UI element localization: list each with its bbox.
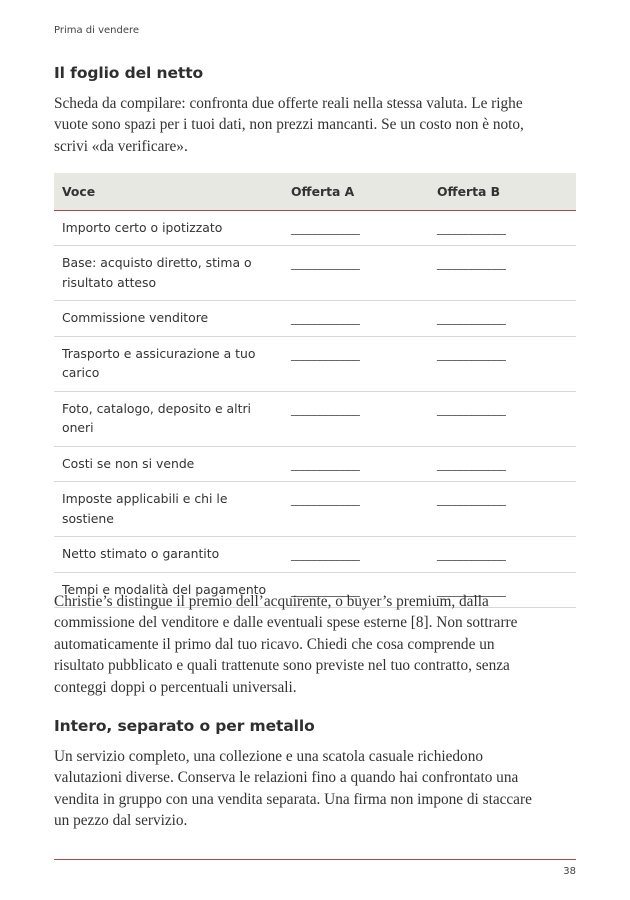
running-head: Prima di vendere (54, 25, 140, 36)
intro-line: scrivi «da verificare». (54, 137, 188, 155)
offer-a-blank: ____________ (283, 572, 429, 608)
page-number: 38 (563, 866, 576, 877)
table-row (54, 391, 576, 446)
offer-a-blank: ____________ (283, 537, 429, 573)
net-sheet-table (54, 173, 576, 608)
row-label: Trasporto e assicurazione a tuo carico (54, 336, 283, 391)
body-line: Un servizio completo, una collezione e una scatola casuale richiedono (54, 748, 483, 765)
row-label: Base: acquisto diretto, stima o risultato atteso (54, 246, 283, 301)
document-page (54, 0, 576, 900)
table-row (54, 446, 576, 482)
row-label: Costi se non si vende (54, 446, 283, 482)
offer-a-blank: ____________ (283, 210, 429, 246)
row-label: Tempi e modalità del pagamento (54, 572, 283, 608)
note-line: risultato pubblicato e quali trattenute sono previste nel tuo contratto, senza (54, 657, 510, 675)
table-row (54, 537, 576, 573)
offer-b-blank: ____________ (429, 482, 576, 537)
offer-b-blank: ____________ (429, 336, 576, 391)
section-title-net-sheet: Il foglio del netto (54, 64, 204, 82)
intro-paragraph (54, 93, 576, 157)
note-line: conteggi doppi o percentuali universali. (54, 678, 297, 696)
table-header-row (54, 173, 576, 210)
table-row (54, 336, 576, 391)
body-line: un pezzo dal servizio. (54, 812, 188, 830)
table-row (54, 482, 576, 537)
offer-a-blank: ____________ (283, 482, 429, 537)
note-line: Christie’s distingue il premio dell’acquirente, o buyer’s premium, dalla (54, 593, 489, 610)
intro-line: vuote sono spazi per i tuoi dati, non prezzi mancanti. Se un costo non è noto, (54, 116, 524, 134)
header-offerta-a: Offerta A (283, 173, 429, 210)
table-row (54, 210, 576, 246)
header-offerta-b: Offerta B (429, 173, 576, 210)
row-label: Commissione venditore (54, 301, 283, 337)
offer-a-blank: ____________ (283, 336, 429, 391)
offer-b-blank: ____________ (429, 210, 576, 246)
table-row (54, 301, 576, 337)
section-title-whole-or-separate: Intero, separato o per metallo (54, 717, 315, 735)
footer-divider (54, 859, 576, 860)
table-row (54, 246, 576, 301)
offer-b-blank: ____________ (429, 391, 576, 446)
offer-b-blank: ____________ (429, 446, 576, 482)
offer-a-blank: ____________ (283, 446, 429, 482)
section2-paragraph (54, 746, 576, 832)
offer-b-blank: ____________ (429, 537, 576, 573)
header-voce: Voce (54, 173, 283, 210)
body-line: vendita in gruppo con una vendita separata. Una firma non impone di staccare (54, 790, 532, 808)
row-label: Importo certo o ipotizzato (54, 210, 283, 246)
offer-b-blank: ____________ (429, 572, 576, 608)
row-label: Netto stimato o garantito (54, 537, 283, 573)
row-label: Imposte applicabili e chi le sostiene (54, 482, 283, 537)
note-line: automaticamente il primo dal tuo ricavo. Chiedi che cosa comprende un (54, 635, 495, 653)
offer-a-blank: ____________ (283, 391, 429, 446)
body-line: valutazioni diverse. Conserva le relazioni fino a quando hai confrontato una (54, 769, 519, 787)
offer-b-blank: ____________ (429, 246, 576, 301)
offer-a-blank: ____________ (283, 301, 429, 337)
row-label: Foto, catalogo, deposito e altri oneri (54, 391, 283, 446)
offer-b-blank: ____________ (429, 301, 576, 337)
intro-line: Scheda da compilare: confronta due offerte reali nella stessa valuta. Le righe (54, 95, 523, 112)
note-line: commissione del venditore e dalle eventuali spese esterne [8]. Non sottrarre (54, 614, 518, 632)
offer-a-blank: ____________ (283, 246, 429, 301)
buyers-premium-note (54, 591, 576, 698)
